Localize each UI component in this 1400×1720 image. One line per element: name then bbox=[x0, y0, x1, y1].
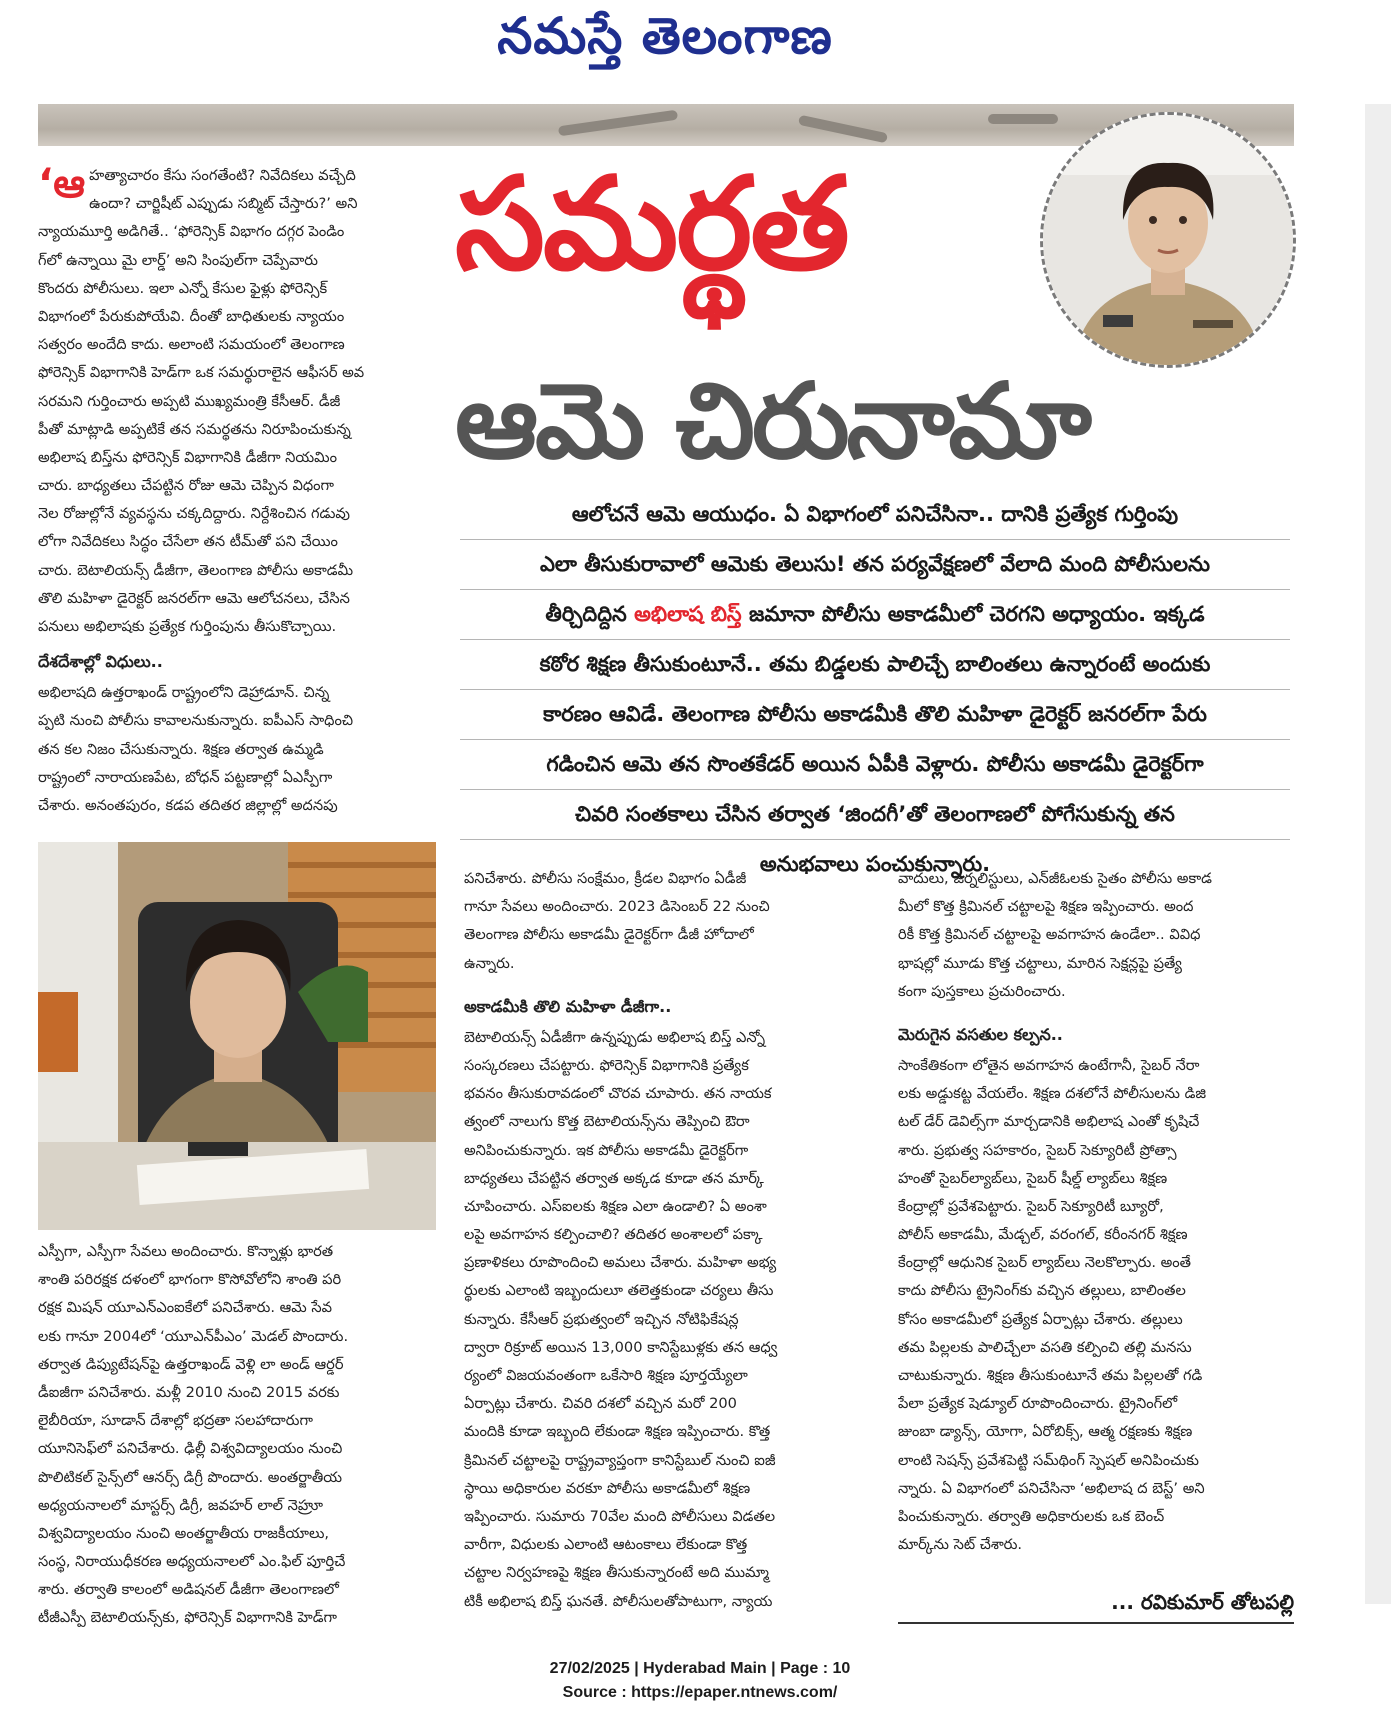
article-line: న్యాయమూర్తి అడిగితే.. ‘ఫోరెన్సిక్ విభాగం దగ్గర పెండిం bbox=[38, 223, 345, 241]
drop-cap: ‘ఆ bbox=[38, 161, 86, 207]
subheading: అకాడమీకి తొలి మహిళా డీజీగా.. bbox=[464, 996, 672, 1016]
article-line: గ్‌లో ఉన్నాయి మై లార్డ్’ అని సింపుల్‌గా చెప్పేవారు bbox=[38, 251, 318, 269]
article-line: తొలి మహిళా డైరెక్టర్ జనరల్‌గా ఆమె ఆలోచనలు, చేసిన bbox=[38, 589, 350, 607]
article-line: విభాగంలో పేరుకుపోయేవి. దీంతో బాధితులకు న్యాయం bbox=[38, 307, 345, 325]
article-line: త్వంలో నాలుగు కొత్త బెటాలియన్స్‌ను తెప్పించి ఔరా bbox=[464, 1113, 750, 1131]
article-line: కేంద్రాల్లో ప్రవేశపెట్టారు. సైబర్ సెక్యూరిటీ బ్యూరో, bbox=[898, 1197, 1164, 1215]
article-line: ఉన్నారు. bbox=[464, 954, 515, 972]
article-line: లోగా నివేదికలు సిద్ధం చేసేలా తన టీమ్‌తో పని చేయిం bbox=[38, 533, 338, 551]
masthead: నమస్తే తెలంగాణ bbox=[497, 6, 833, 65]
intro-line: చివరి సంతకాలు చేసిన తర్వాత ‘జిందగీ’తో తెలంగాణలో పోగేసుకున్న తన bbox=[460, 790, 1290, 840]
article-line: ప్రణాళికలు రూపొందించి అమలు చేశారు. మహిళా అభ్య bbox=[464, 1254, 777, 1272]
article-line: కొందరు పోలీసులు. ఇలా ఎన్నో కేసుల ఫైళ్లు ఫోరెన్సిక్ bbox=[38, 279, 328, 297]
article-line: డీఐజీగా పనిచేశారు. మళ్లీ 2010 నుంచి 2015 వరకు bbox=[38, 1383, 340, 1401]
article-line: ఫోరెన్సిక్ విభాగానికి హెడ్‌గా ఒక సమర్థురాలైన ఆఫీసర్ అవ bbox=[38, 364, 365, 382]
article-line: స్థాయి అధికారుల వరకూ పోలీసు అకాడమీలో శిక్షణ bbox=[464, 1479, 751, 1497]
article-line: శారు. ప్రభుత్వ సహకారం, సైబర్ సెక్యూరిటీ ప్రోత్సా bbox=[898, 1141, 1177, 1159]
article-line: విశ్వవిద్యాలయం నుంచి అంతర్జాతీయ రాజకీయాలు, bbox=[38, 1524, 330, 1542]
article-line: అధ్యయనాలలో మాస్టర్స్ డిగ్రీ, జవహర్ లాల్ నెహ్రూ bbox=[38, 1496, 324, 1514]
article-line: రక్షక మిషన్ యూఎన్ఎంఐకేలో పనిచేశారు. ఆమె సేవ bbox=[38, 1299, 332, 1317]
article-line: సాంకేతికంగా లోతైన అవగాహన ఉంటేగానీ, సైబర్ నేరా bbox=[898, 1056, 1200, 1074]
article-line: చారు. బెటాలియన్స్ డీజీగా, తెలంగాణ పోలీసు అకాడమీ bbox=[38, 561, 354, 579]
article-line: తెలంగాణ పోలీసు అకాడమీ డైరెక్టర్‌గా డీజీ హోదాలో bbox=[464, 926, 754, 944]
article-line: బెటాలియన్స్ ఏడీజీగా ఉన్నప్పుడు అభిలాష బిస్త్ ఎన్నో bbox=[464, 1028, 766, 1046]
article-line: చేశారు. అనంతపురం, కడప తదితర జిల్లాల్లో అదనపు bbox=[38, 796, 338, 814]
footer-source: Source : https://epaper.ntnews.com/ bbox=[562, 1684, 838, 1701]
portrait-photo bbox=[1040, 112, 1296, 368]
article-line: చాటుకున్నారు. శిక్షణ తీసుకుంటూనే తమ పిల్లలతో గడి bbox=[898, 1367, 1203, 1384]
intro-line: ఆలోచనే ఆమె ఆయుధం. ఏ విభాగంలో పనిచేసినా.. దానికి ప్రత్యేక గుర్తింపు bbox=[460, 490, 1290, 540]
article-line: కోసం అకాడమీలో ప్రత్యేక ఏర్పాట్లు చేశారు. తల్లులు bbox=[898, 1310, 1183, 1328]
article-line: రాష్ట్రంలో నారాయణపేట, బోధన్ పట్టణాల్లో ఏఎస్పీగా bbox=[38, 768, 333, 786]
article-line: హత్యాచారం కేసు సంగతేంటి? నివేదికలు వచ్చేది bbox=[89, 167, 356, 184]
article-line: ర్యంలో విజయవంతంగా ఒకేసారి శిక్షణ పూర్తయ్యేలా bbox=[464, 1367, 748, 1384]
article-line: అభిలాష బిస్త్‌ను ఫోరెన్సిక్ విభాగానికి డీజీగా నియమిం bbox=[38, 448, 338, 466]
article-line: పనులు అభిలాషకు ప్రత్యేక గుర్తింపును తీసుకొచ్చాయి. bbox=[38, 618, 337, 635]
article-line: పీతో మాట్లాడి అప్పటికే తన సమర్థతను నిరూపించుకున్న bbox=[38, 420, 351, 438]
intro-line: అనుభవాలు పంచుకున్నారు. bbox=[759, 852, 991, 876]
intro-text: జమానా పోలీసు అకాడమీలో చెరగని అధ్యాయం. ఇక్కడ bbox=[741, 602, 1205, 626]
article-line: కంగా పుస్తకాలు ప్రచురించారు. bbox=[898, 982, 1066, 1000]
subheading: మెరుగైన వసతుల కల్పన.. bbox=[898, 1024, 1063, 1044]
article-line: భాషల్లో మూడు కొత్త చట్టాలు, మారిన సెక్షన్లపై ప్రత్యే bbox=[898, 954, 1182, 972]
headline-line-1: సమర్థత bbox=[455, 150, 848, 299]
footer-dateline: 27/02/2025 | Hyderabad Main | Page : 10 bbox=[549, 1660, 851, 1677]
article-line: సత్వరం అందేది కాదు. అలాంటి సమయంలో తెలంగాణ bbox=[38, 336, 345, 354]
article-line: మందికి కూడా ఇబ్బంది లేకుండా శిక్షణ ఇప్పించారు. కొత్త bbox=[464, 1423, 771, 1441]
article-line: ఉందా? చార్జిషీట్ ఎప్పుడు సబ్మిట్ చేస్తారు?’ అని bbox=[89, 195, 358, 213]
article-line: ఏర్పాట్లు చేశారు. చివరి దశలో వచ్చిన మరో 200 bbox=[464, 1395, 737, 1413]
article-line: మీలో కొత్త క్రిమినల్ చట్టాలపై శిక్షణ ఇప్పించారు. అంద bbox=[898, 898, 1194, 916]
article-column-1-top bbox=[38, 162, 438, 820]
article-line: తన కల నిజం చేసుకున్నారు. శిక్షణ తర్వాత ఉమ్మడి bbox=[38, 740, 324, 758]
officer-photo bbox=[38, 842, 436, 1230]
article-line: పేలా ప్రత్యేక షెడ్యూల్ రూపొందించారు. ట్రైనింగ్‌లో bbox=[898, 1395, 1178, 1413]
article-line: ఎస్పీగా, ఎస్పీగా సేవలు అందించారు. కొన్నాళ్లు భారత bbox=[38, 1243, 334, 1260]
article-line: చారు. బాధ్యతలు చేపట్టిన రోజు ఆమె చెప్పిన విధంగా bbox=[38, 477, 334, 495]
article-line: వారీగా, విధులకు ఎలాంటి ఆటంకాలు లేకుండా కొత్త bbox=[464, 1536, 748, 1554]
headline-line-2: ఆమె చిరునామా bbox=[455, 360, 1089, 482]
article-column-3 bbox=[898, 865, 1294, 1559]
intro-line: కారణం ఆవిడే. తెలంగాణ పోలీసు అకాడమీకి తొలి మహిళా డైరెక్టర్ జనరల్‌గా పేరు bbox=[460, 690, 1290, 740]
article-line: భవనం తీసుకురావడంలో చొరవ చూపారు. తన నాయక bbox=[464, 1085, 772, 1103]
article-line: వాదులు, జర్నలిస్టులు, ఎన్‌జీఓలకు సైతం పోలీసు అకాడ bbox=[898, 870, 1212, 887]
article-line: క్రిమినల్ చట్టాలపై రాష్ట్రవ్యాప్తంగా కానిస్టేబుల్ నుంచి ఐజీ bbox=[464, 1451, 776, 1469]
intro-line bbox=[460, 590, 1290, 640]
intro-line: కఠోర శిక్షణ తీసుకుంటూనే.. తమ బిడ్డలకు పాలిచ్చే బాలింతలు ఉన్నారంటే అందుకు bbox=[460, 640, 1290, 690]
article-line: న్నారు. ఏ విభాగంలో పనిచేసినా ‘అభిలాష ద బెస్ట్’ అని bbox=[898, 1479, 1205, 1497]
article-line: సంస్కరణలు చేపట్టారు. ఫోరెన్సిక్ విభాగానికి ప్రత్యేక bbox=[464, 1056, 749, 1074]
article-line: ర్థులకు ఎలాంటి ఇబ్బందులూ తలెత్తకుండా చర్యలు తీసు bbox=[464, 1282, 774, 1300]
intro-text: తీర్చిదిద్దిన bbox=[545, 602, 635, 626]
article-line: గానూ సేవలు అందించారు. 2023 డిసెంబర్ 22 నుంచి bbox=[464, 898, 770, 916]
article-line: ఇప్పించారు. సుమారు 70వేల మంది పోలీసులు విడతల bbox=[464, 1507, 776, 1525]
article-line: పించుకున్నారు. తర్వాతి అధికారులకు ఒక బెంచ్ bbox=[898, 1507, 1165, 1525]
article-line: బాధ్యతలు చేపట్టిన తర్వాత అక్కడ కూడా తన మార్క్ bbox=[464, 1169, 764, 1187]
article-line: లాంటి సెషన్స్ ప్రవేశపెట్టి సమ్‌థింగ్ స్పెషల్ అనిపించుకు bbox=[898, 1451, 1199, 1469]
article-line: టీజీఎస్పీ బెటాలియన్స్‌కు, ఫోరెన్సిక్ విభాగానికి హెడ్‌గా bbox=[38, 1609, 337, 1627]
article-line: లైబీరియా, సూడాన్ దేశాల్లో భద్రతా సలహాదారుగా bbox=[38, 1412, 313, 1430]
page-edge bbox=[1365, 104, 1391, 1604]
article-line: చూపించారు. ఎస్ఐలకు శిక్షణ ఎలా ఉండాలి? ఏ అంశా bbox=[464, 1197, 767, 1215]
article-line: పోలీస్ అకాడమీ, మేడ్చల్, వరంగల్, కరీంనగర్ శిక్షణ bbox=[898, 1226, 1188, 1244]
article-line: మార్క్‌ను సెట్ చేశారు. bbox=[898, 1536, 1023, 1554]
intro-summary bbox=[460, 490, 1290, 889]
subheading: దేశదేశాల్లో విధులు.. bbox=[38, 652, 163, 672]
article-line: కేంద్రాల్లో ఆధునిక సైబర్ ల్యాబ్‌లు నెలకొల్పారు. అంతే bbox=[898, 1254, 1192, 1272]
article-line: కున్నారు. కేసీఆర్ ప్రభుత్వంలో ఇచ్చిన నోటిఫికేషన్ల bbox=[464, 1310, 739, 1328]
article-line: పనిచేశారు. పోలీసు సంక్షేమం, క్రీడల విభాగం ఏడీజీ bbox=[464, 870, 747, 887]
article-line: కాదు పోలీసు ట్రైనింగ్‌కు వచ్చిన తల్లులు, బాలింతల bbox=[898, 1282, 1186, 1300]
article-line: అనిపించుకున్నారు. ఇక పోలీసు అకాడమీ డైరెక్టర్‌గా bbox=[464, 1141, 749, 1159]
article-line: యూనిసెఫ్‌లో పనిచేశారు. ఢిల్లీ విశ్వవిద్యాలయం నుంచి bbox=[38, 1440, 343, 1458]
article-line: చట్టాల నిర్వహణపై శిక్షణ తీసుకున్నారంటే అది ముమ్మా bbox=[464, 1564, 769, 1582]
article-column-1-bottom bbox=[38, 1238, 438, 1633]
intro-line: ఎలా తీసుకురావాలో ఆమెకు తెలుసు! తన పర్యవేక్షణలో వేలాది మంది పోలీసులను bbox=[460, 540, 1290, 590]
article-line: శాంతి పరిరక్షక దళంలో భాగంగా కొసోవోలోని శాంతి పరి bbox=[38, 1271, 342, 1289]
article-column-2 bbox=[464, 865, 869, 1616]
article-line: లపై అవగాహన కల్పించాలి? తదితర అంశాలలో పక్కా bbox=[464, 1226, 763, 1244]
intro-line: గడించిన ఆమె తన సొంతకేడర్ అయిన ఏపీకి వెళ్లారు. పోలీసు అకాడమీ డైరెక్టర్‌గా bbox=[460, 740, 1290, 790]
article-line: ద్వారా రిక్రూట్ అయిన 13,000 కానిస్టేబుళ్లకు తన ఆధ్వ bbox=[464, 1338, 778, 1356]
article-line: శారు. తర్వాతి కాలంలో అడిషనల్ డీజీగా తెలంగాణలో bbox=[38, 1581, 339, 1599]
article-line: ప్పటి నుంచి పోలీసు కావాలనుకున్నారు. ఐపీఎస్ సాధించి bbox=[38, 712, 354, 730]
highlight-name: అభిలాష బిస్త్ bbox=[634, 602, 742, 626]
byline: ... రవికుమార్ తోటపల్లి bbox=[1111, 1590, 1294, 1614]
article-line: లకు గానూ 2004లో ‘యూఎన్‌పీఎం’ మెడల్ పొందారు. bbox=[38, 1327, 349, 1345]
article-line: రికీ కొత్త క్రిమినల్ చట్టాలపై అవగాహన ఉండేలా.. వివిధ bbox=[898, 926, 1201, 944]
article-line: హంతో సైబర్‌ల్యాబ్‌లు, సైబర్ షీల్డ్ ల్యాబ్‌లు శిక్షణ bbox=[898, 1169, 1168, 1187]
article-line: లకు అడ్డుకట్ట వేయలేం. శిక్షణ దశలోనే పోలీసులను డిజి bbox=[898, 1085, 1207, 1103]
article-line: టల్ డేర్ డెవిల్స్‌గా మార్చడానికి అభిలాష ఎంతో కృషిచే bbox=[898, 1113, 1200, 1131]
article-line: టికీ అభిలాష బిస్త్ ఘనతే. పోలీసులతోపాటుగా, న్యాయ bbox=[464, 1592, 773, 1610]
byline-rule bbox=[898, 1622, 1294, 1624]
article-line: సంస్థ, నిరాయుధీకరణ అధ్యయనాలలో ఎం.ఫిల్ పూర్తిచే bbox=[38, 1553, 346, 1571]
article-line: తమ పిల్లలకు పాలిచ్చేలా వసతి కల్పించి తల్లి మనసు bbox=[898, 1338, 1192, 1356]
article-line: పొలిటికల్ సైన్స్‌లో ఆనర్స్ డిగ్రీ పొందారు. అంతర్జాతీయ bbox=[38, 1468, 343, 1486]
article-line: అభిలాషది ఉత్తరాఖండ్ రాష్ట్రంలోని డెహ్రాడూన్. చిన్న bbox=[38, 684, 330, 702]
article-line: నెల రోజుల్లోనే వ్యవస్థను చక్కదిద్దారు. నిర్దేశించిన గడువు bbox=[38, 505, 350, 523]
article-line: సరమని గుర్తించారు అప్పటి ముఖ్యమంత్రి కేసీఆర్. డీజీ bbox=[38, 392, 341, 410]
article-line: తర్వాత డిప్యుటేషన్‌పై ఉత్తరాఖండ్ వెళ్లి లా అండ్ ఆర్డర్ bbox=[38, 1355, 344, 1373]
article-line: జుంబా డ్యాన్స్, యోగా, ఏరోబిక్స్, ఆత్మ రక్షణకు శిక్షణ bbox=[898, 1423, 1193, 1441]
